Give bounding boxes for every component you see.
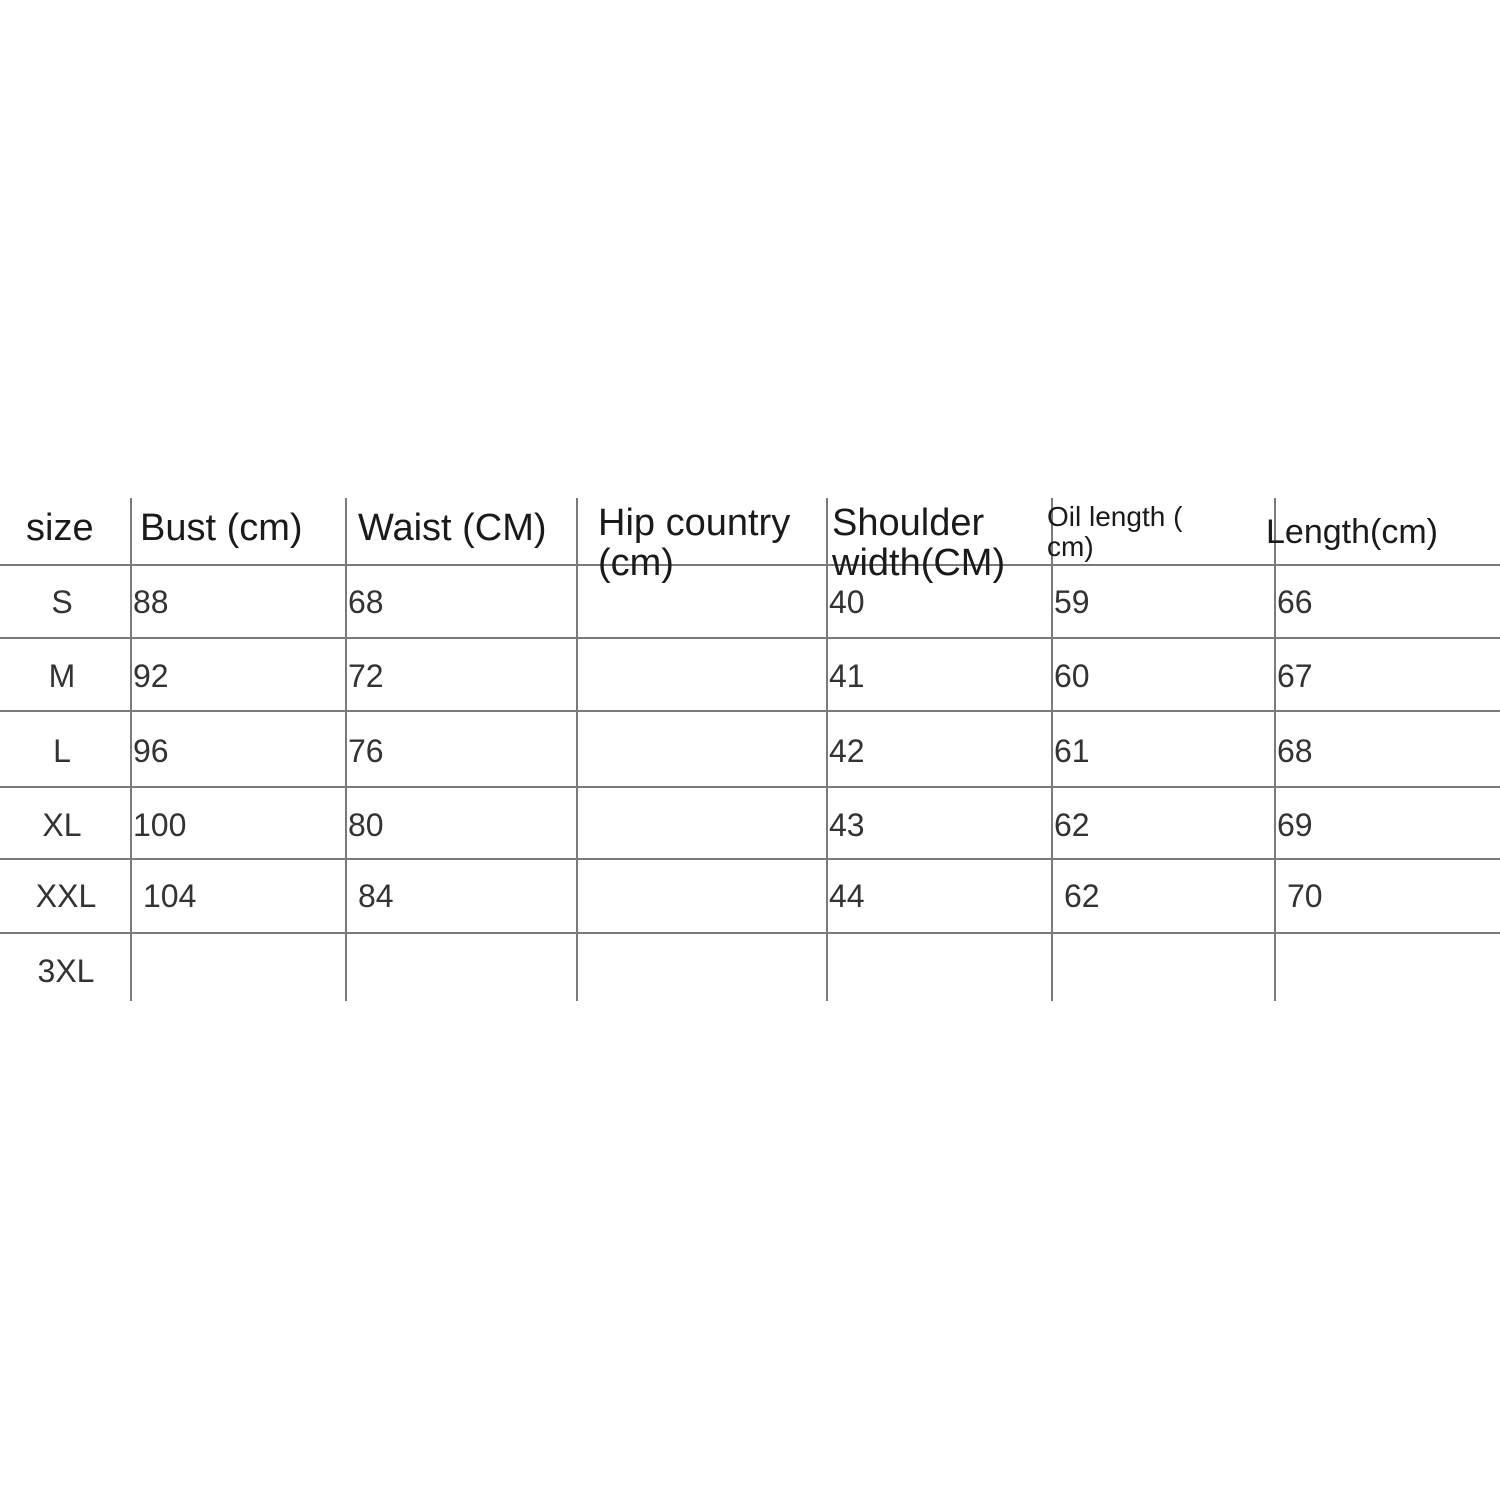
shoulder-value: 44	[829, 878, 865, 914]
size-label: XL	[42, 807, 82, 843]
column-divider	[345, 498, 347, 1001]
size-label: M	[48, 658, 76, 694]
size-label: L	[53, 733, 71, 769]
size-label: 3XL	[37, 953, 95, 989]
oil-length-value: 60	[1054, 658, 1090, 694]
bust-value: 96	[133, 733, 169, 769]
waist-value: 76	[348, 733, 384, 769]
header-shoulder-line1: Shoulder	[832, 502, 985, 544]
bust-value: 88	[133, 584, 169, 620]
length-value: 70	[1287, 878, 1323, 914]
bust-value: 92	[133, 658, 169, 694]
shoulder-value: 40	[829, 584, 865, 620]
shoulder-value: 42	[829, 733, 865, 769]
column-divider	[826, 498, 828, 1001]
header-size: size	[26, 507, 94, 549]
waist-value: 68	[348, 584, 384, 620]
header-hip-line1: Hip country	[598, 502, 791, 544]
column-divider	[1274, 498, 1276, 1001]
length-value: 68	[1277, 733, 1313, 769]
shoulder-value: 43	[829, 807, 865, 843]
bust-value: 104	[143, 878, 197, 914]
column-divider	[576, 498, 578, 1001]
header-length: Length(cm)	[1266, 513, 1438, 551]
column-divider	[130, 498, 132, 1001]
oil-length-value: 61	[1054, 733, 1090, 769]
header-waist: Waist (CM)	[358, 507, 547, 549]
size-label: S	[51, 584, 73, 620]
shoulder-value: 41	[829, 658, 865, 694]
oil-length-value: 62	[1054, 807, 1090, 843]
oil-length-value: 59	[1054, 584, 1090, 620]
oil-length-value: 62	[1064, 878, 1100, 914]
column-divider	[1051, 498, 1053, 1001]
header-shoulder-line2: width(CM)	[832, 542, 1006, 584]
header-hip-line2: (cm)	[598, 542, 674, 584]
waist-value: 80	[348, 807, 384, 843]
size-label: XXL	[35, 878, 97, 914]
header-oil-line2: cm)	[1047, 531, 1094, 562]
waist-value: 84	[358, 878, 394, 914]
waist-value: 72	[348, 658, 384, 694]
length-value: 69	[1277, 807, 1313, 843]
length-value: 66	[1277, 584, 1313, 620]
length-value: 67	[1277, 658, 1313, 694]
bust-value: 100	[133, 807, 187, 843]
header-oil-line1: Oil length (	[1047, 501, 1183, 532]
header-bust: Bust (cm)	[140, 507, 303, 549]
